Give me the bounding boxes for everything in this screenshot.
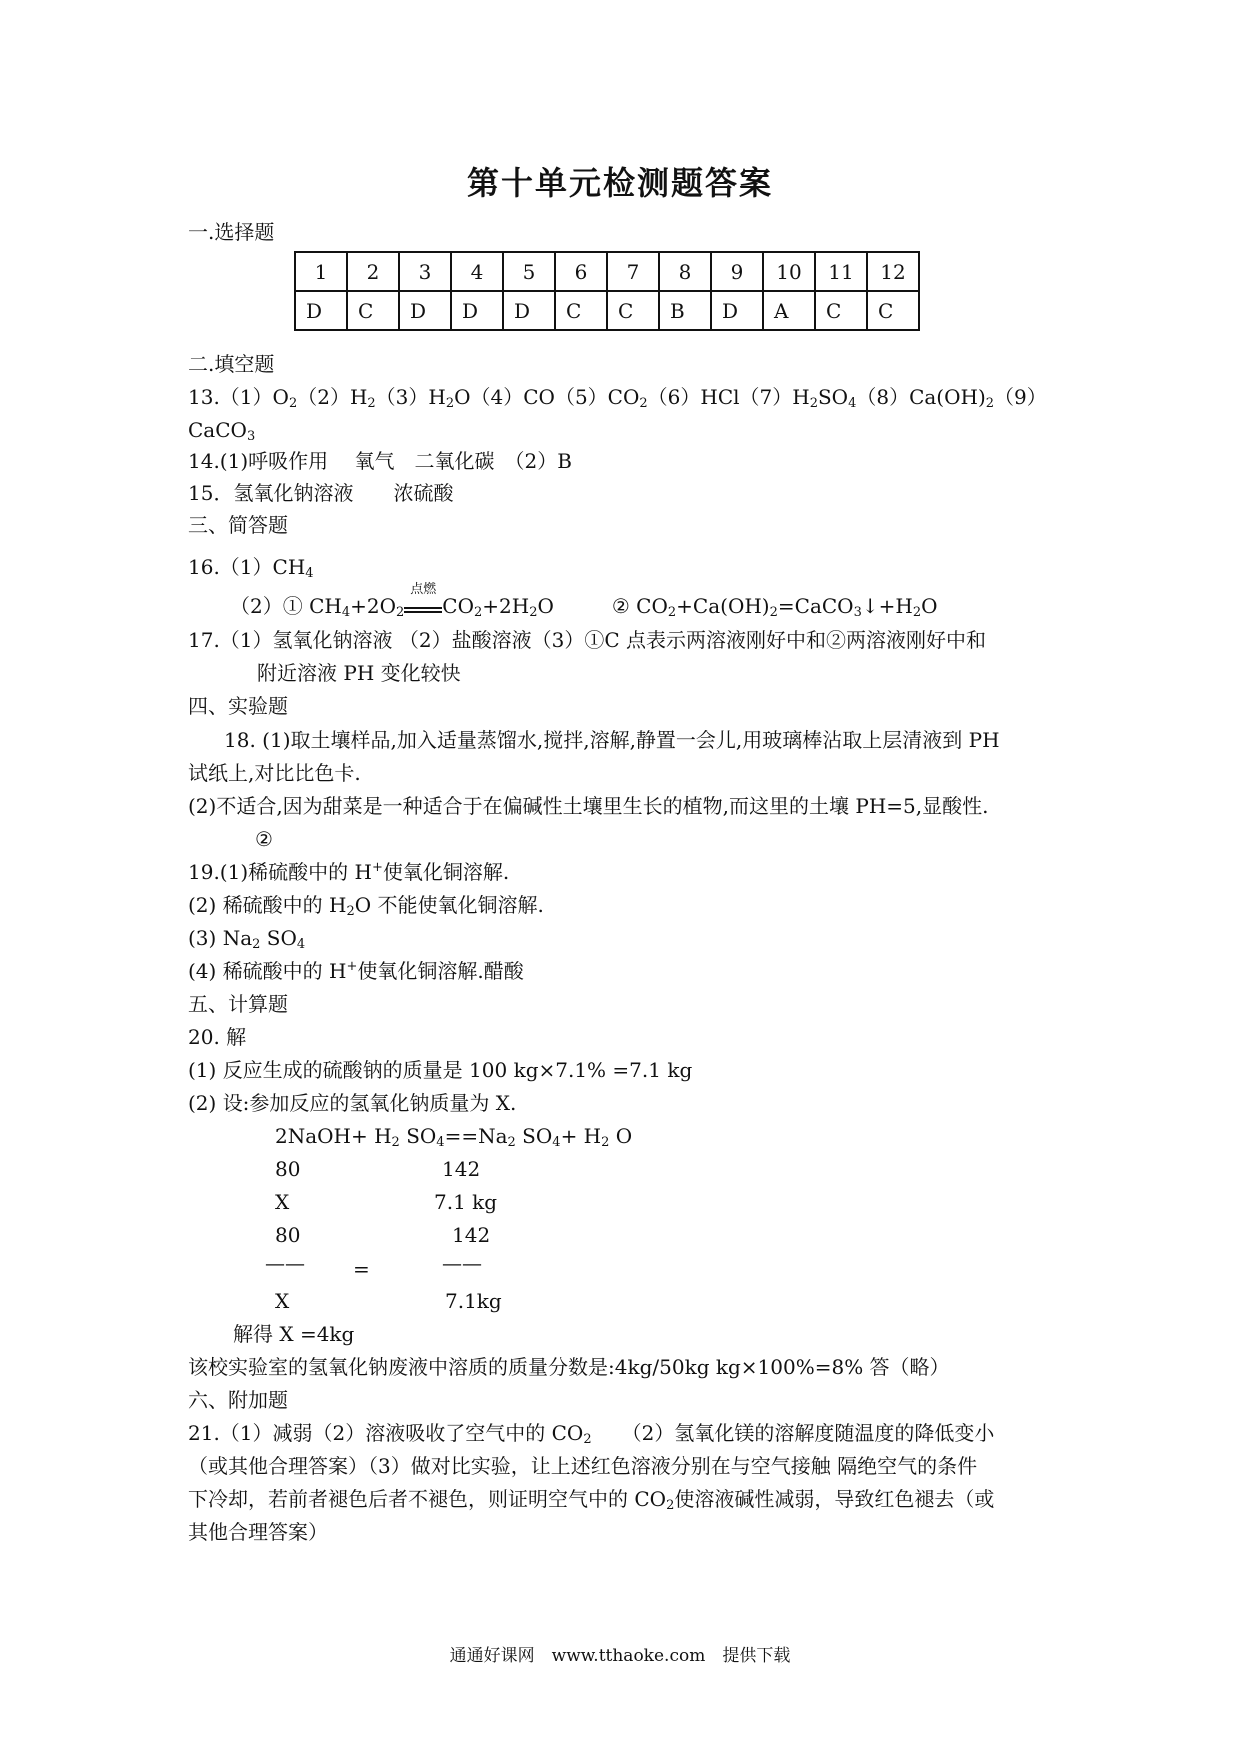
text: (3) Na (188, 926, 253, 950)
fraction-bar: —— (265, 1251, 305, 1275)
answer-17-line2: 附近溶液 PH 变化较快 (257, 661, 461, 685)
text: O（4）CO（5）CO (454, 385, 640, 409)
subscript: 2 (667, 605, 677, 620)
subscript: 2 (507, 1135, 516, 1150)
text: O 不能使氧化铜溶解. (354, 893, 544, 917)
subscript: 2 (666, 1498, 675, 1513)
subscript: 2 (367, 396, 376, 411)
answer-21-line4: 其他合理答案） (188, 1520, 328, 1544)
section-experiment-heading: 四、实验题 (188, 694, 288, 718)
text: （9） (994, 385, 1047, 409)
text: SO (406, 1124, 437, 1148)
text: (2) 稀硫酸中的 H (188, 893, 347, 917)
section-fill-heading: 二.填空题 (188, 352, 275, 376)
superscript: + (371, 860, 383, 875)
answer-16-1 (188, 554, 314, 580)
subscript: 2 (809, 396, 818, 411)
calc-value: 80 (275, 1223, 301, 1247)
answer-20-heading: 20. 解 (188, 1025, 247, 1049)
table-cell: D (503, 291, 555, 330)
table-cell: C (555, 291, 607, 330)
answer-18-line4: ② (255, 827, 273, 851)
section-short-answer-heading: 三、简答题 (188, 513, 288, 537)
answer-19-3 (188, 925, 305, 951)
calc-value: 80 (275, 1157, 301, 1181)
table-cell: 5 (503, 252, 555, 291)
table-cell: D (399, 291, 451, 330)
subscript: 2 (391, 1135, 400, 1150)
subscript: 4 (341, 605, 351, 620)
subscript: 2 (346, 904, 355, 919)
table-cell: 2 (347, 252, 399, 291)
table-cell: 8 (659, 252, 711, 291)
answer-18-line3: (2)不适合,因为甜菜是一种适合于在偏碱性土壤里生长的植物,而这里的土壤 PH=5,显酸性. (188, 794, 989, 818)
subscript: 2 (985, 396, 995, 411)
subscript: 2 (601, 1135, 610, 1150)
table-cell: 11 (815, 252, 867, 291)
text: （8）Ca(OH) (856, 385, 986, 409)
subscript: 2 (396, 605, 405, 620)
answer-18-line2: 试纸上,对比比色卡. (188, 761, 361, 785)
text: 下冷却，若前者褪色后者不褪色，则证明空气中的 CO (188, 1487, 667, 1511)
reaction-condition (404, 582, 442, 613)
calc-value: X (275, 1289, 290, 1313)
text: 使氧化铜溶解. (382, 860, 510, 884)
text: ==Na (444, 1124, 508, 1148)
table-cell: D (451, 291, 503, 330)
subscript: 3 (246, 429, 256, 444)
section-extra-heading: 六、附加题 (188, 1388, 288, 1412)
text: 21.（1）减弱（2）溶液吸收了空气中的 CO (188, 1421, 584, 1445)
text: （2）H (297, 385, 368, 409)
table-cell: 12 (867, 252, 919, 291)
calc-solution: 解得 X =4kg (233, 1322, 355, 1346)
text: SO (266, 926, 297, 950)
text: +2O (350, 594, 396, 618)
answer-21-line1 (188, 1420, 994, 1446)
text: 使溶液碱性减弱，导致红色褪去（或 (674, 1487, 995, 1511)
equals-sign (404, 607, 442, 613)
text: (4) 稀硫酸中的 H (188, 959, 347, 983)
text: SO (817, 385, 849, 409)
answer-20-conclusion: 该校实验室的氢氧化钠废液中溶质的质量分数是:4kg/50kg kg×100%=8% 答（略） (188, 1355, 950, 1379)
calc-value: X (275, 1190, 290, 1214)
answer-13-line1 (188, 384, 1047, 410)
footer-source: 通通好课网 www.tthaoke.com 提供下载 (449, 1646, 791, 1666)
text: 13.（1）O (188, 385, 289, 409)
answer-table-number-row (295, 252, 919, 291)
table-cell: 9 (711, 252, 763, 291)
answer-19-4 (188, 958, 524, 984)
text: 16.（1）CH (188, 555, 306, 579)
answer-table-letter-row (295, 291, 919, 330)
text: 2NaOH+ H (275, 1124, 392, 1148)
subscript: 2 (445, 396, 455, 411)
text: O (537, 594, 554, 618)
answer-21-line2: （或其他合理答案）（3）做对比实验，让上述红色溶液分别在与空气接触 隔绝空气的条件 (188, 1454, 978, 1478)
table-cell: C (607, 291, 659, 330)
answer-21-line3 (188, 1486, 994, 1512)
table-cell: 4 (451, 252, 503, 291)
subscript: 2 (639, 396, 648, 411)
text: （3）H (375, 385, 446, 409)
table-cell: B (659, 291, 711, 330)
answer-15: 15．氢氧化钠溶液 浓硫酸 (188, 481, 454, 505)
text: +Ca(OH) (676, 594, 770, 618)
table-cell: 3 (399, 252, 451, 291)
table-cell: C (867, 291, 919, 330)
table-cell: 1 (295, 252, 347, 291)
table-cell: 10 (763, 252, 815, 291)
subscript: 2 (912, 605, 922, 620)
answer-14: 14.(1)呼吸作用 氧气 二氧化碳 （2）B (188, 449, 572, 473)
fraction-bar: —— (442, 1251, 482, 1275)
table-cell: 7 (607, 252, 659, 291)
answer-table (294, 251, 920, 331)
table-cell: A (763, 291, 815, 330)
text: 19.(1)稀硫酸中的 H (188, 860, 372, 884)
answer-16-2-equations (230, 582, 938, 620)
table-cell: C (347, 291, 399, 330)
section-calculation-heading: 五、计算题 (188, 992, 288, 1016)
text: ↓+H (861, 594, 913, 618)
table-cell: 6 (555, 252, 607, 291)
table-cell: C (815, 291, 867, 330)
answer-18-line1: 18. (1)取土壤样品,加入适量蒸馏水,搅拌,溶解,静置一会儿,用玻璃棒沾取上层清液到 PH (224, 728, 1000, 752)
text: ② CO (611, 594, 668, 618)
calc-value: 7.1 kg (434, 1190, 498, 1214)
answer-19-2 (188, 892, 544, 918)
table-cell: D (295, 291, 347, 330)
subscript: 4 (296, 937, 306, 952)
subscript: 2 (252, 937, 261, 952)
text: CO (442, 594, 474, 618)
text: CaCO (188, 418, 247, 442)
subscript: 2 (473, 605, 483, 620)
calc-value: 7.1kg (445, 1289, 502, 1313)
text: + H (560, 1124, 602, 1148)
answer-20-1: (1) 反应生成的硫酸钠的质量是 100 kg×7.1% =7.1 kg (188, 1058, 693, 1082)
subscript: 3 (853, 605, 862, 620)
subscript: 4 (848, 396, 857, 411)
text: +2H (482, 594, 530, 618)
table-cell: D (711, 291, 763, 330)
text: O (921, 594, 938, 618)
answer-20-2: (2) 设:参加反应的氢氧化钠质量为 X. (188, 1091, 517, 1115)
answer-19-1 (188, 859, 509, 885)
reaction-equation (275, 1123, 632, 1149)
page-title: 第十单元检测题答案 (466, 164, 773, 202)
subscript: 2 (288, 396, 298, 411)
subscript: 4 (552, 1135, 561, 1150)
subscript: 4 (436, 1135, 445, 1150)
text: （2）① CH (230, 594, 342, 618)
text: =CaCO (777, 594, 854, 618)
text: O (615, 1124, 633, 1148)
calc-value: 142 (452, 1223, 491, 1247)
subscript: 2 (769, 605, 778, 620)
superscript: + (346, 959, 358, 974)
equals-sign: = (353, 1257, 370, 1281)
subscript: 4 (305, 566, 314, 581)
text: （2）氢氧化镁的溶解度随温度的降低变小 (591, 1421, 995, 1445)
condition-label: 点燃 (410, 582, 437, 597)
answer-13-line2 (188, 417, 255, 443)
subscript: 2 (529, 605, 538, 620)
section-choice-heading: 一.选择题 (188, 220, 275, 244)
text: SO (522, 1124, 553, 1148)
calc-value: 142 (442, 1157, 481, 1181)
text: 使氧化铜溶解.醋酸 (357, 959, 524, 983)
text: （6）HCl（7）H (647, 385, 810, 409)
subscript: 2 (583, 1432, 592, 1447)
answer-17-line1: 17.（1）氢氧化钠溶液 （2）盐酸溶液（3）①C 点表示两溶液刚好中和②两溶液刚好中和 (188, 628, 986, 652)
